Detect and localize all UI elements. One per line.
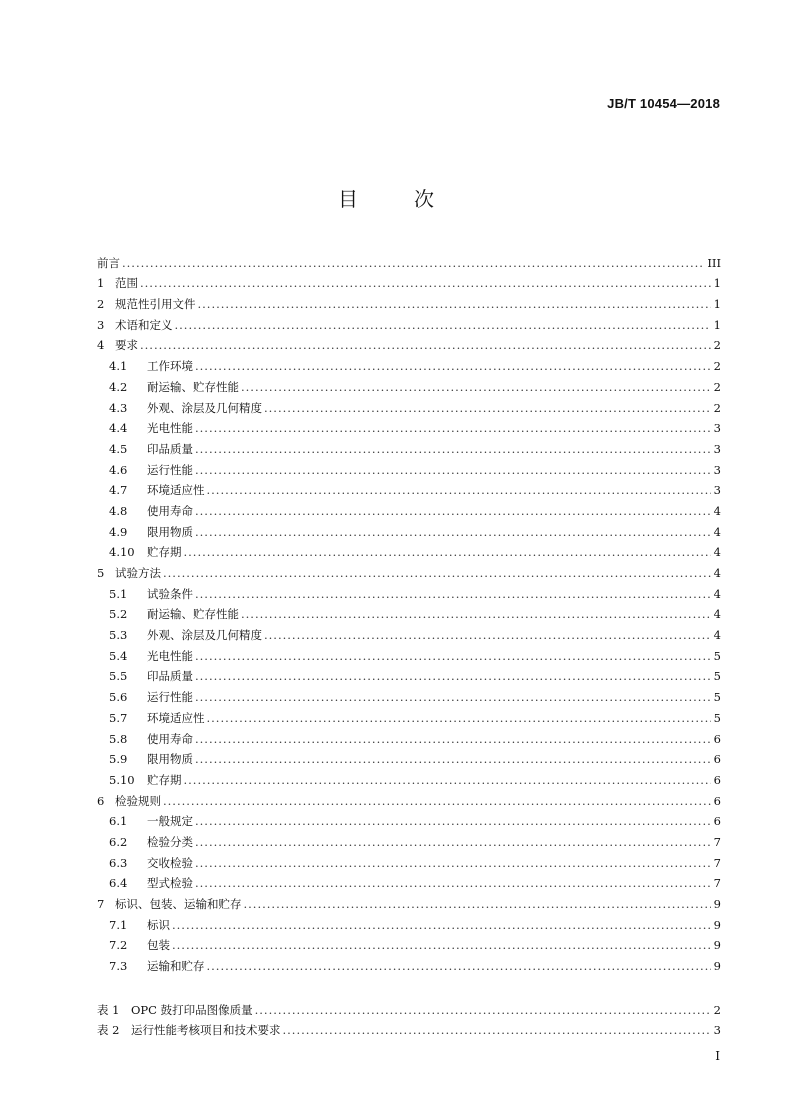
dot-leader xyxy=(184,545,712,559)
toc-entry[interactable] xyxy=(97,890,721,911)
entry-number: 5.4 xyxy=(109,648,128,663)
toc-entry[interactable] xyxy=(97,911,721,932)
entry-page: 9 xyxy=(713,959,721,974)
toc-entry[interactable] xyxy=(97,704,721,725)
entry-label: 术语和定义 xyxy=(115,317,173,332)
dot-leader xyxy=(195,525,711,539)
entry-number: 5.2 xyxy=(109,607,128,622)
entry-number: 4.5 xyxy=(109,441,128,456)
dot-leader xyxy=(195,876,711,890)
entry-number: 4.9 xyxy=(109,524,128,539)
dot-leader xyxy=(195,669,711,683)
dot-leader xyxy=(195,463,711,477)
dot-leader xyxy=(175,318,712,332)
title-char-2: 次 xyxy=(414,187,454,211)
toc-entry[interactable] xyxy=(97,766,721,787)
entry-number: 7.2 xyxy=(109,938,128,953)
entry-label: 耐运输、贮存性能 xyxy=(147,607,239,622)
entry-label: 试验方法 xyxy=(115,566,161,580)
toc-entry[interactable] xyxy=(97,539,721,560)
entry-page: 4 xyxy=(713,586,721,601)
dot-leader xyxy=(195,421,711,435)
dot-leader xyxy=(255,1003,711,1017)
dot-leader xyxy=(140,276,711,290)
dot-leader xyxy=(195,732,711,746)
entry-label: 一般规定 xyxy=(147,814,193,829)
toc-entry[interactable] xyxy=(97,663,721,684)
entry-page: 6 xyxy=(713,793,721,808)
entry-label: 耐运输、贮存性能 xyxy=(147,379,239,394)
entry-page: 6 xyxy=(713,772,721,787)
dot-leader xyxy=(122,256,705,270)
entry-label: 工作环境 xyxy=(147,359,193,374)
dot-leader xyxy=(184,773,712,787)
toc-entry[interactable] xyxy=(97,352,721,373)
title-char-1: 目 xyxy=(338,187,378,211)
toc-entry[interactable] xyxy=(97,559,721,580)
entry-page: 5 xyxy=(713,648,721,663)
toc-entry[interactable] xyxy=(97,642,721,663)
toc-entry[interactable] xyxy=(97,683,721,704)
dot-leader xyxy=(195,359,711,373)
toc-entry[interactable] xyxy=(97,290,721,311)
entry-label: 运行性能考核项目和技术要求 xyxy=(131,1023,281,1038)
entry-label: 环境适应性 xyxy=(147,710,205,725)
entry-label: 要求 xyxy=(115,338,138,353)
dot-leader xyxy=(140,338,711,352)
toc-entry[interactable] xyxy=(97,621,721,642)
entry-page: 6 xyxy=(713,752,721,767)
entry-label: 交收检验 xyxy=(147,855,193,870)
entry-page: 5 xyxy=(713,669,721,684)
entry-page: 6 xyxy=(713,814,721,829)
toc-entry[interactable] xyxy=(97,870,721,891)
entry-page: 1 xyxy=(713,276,721,291)
entry-label: 环境适应性 xyxy=(147,483,205,498)
entry-number: 5.8 xyxy=(109,731,128,746)
entry-number: 6.1 xyxy=(109,814,128,829)
entry-label: 印品质量 xyxy=(147,441,193,456)
entry-page: 7 xyxy=(713,834,721,849)
entry-page: 4 xyxy=(713,628,721,643)
table-entry[interactable] xyxy=(97,1017,721,1038)
dot-leader xyxy=(172,918,711,932)
entry-number: 4.10 xyxy=(109,545,135,560)
dot-leader xyxy=(207,711,712,725)
entry-label: 标识、包装、运输和贮存 xyxy=(115,897,242,911)
dot-leader xyxy=(241,380,711,394)
dot-leader xyxy=(241,607,711,621)
entry-page: 5 xyxy=(713,690,721,705)
toc-entry[interactable] xyxy=(97,787,721,808)
entry-page: 4 xyxy=(713,545,721,560)
entry-number: 4.4 xyxy=(109,421,128,436)
entry-number: 4 xyxy=(97,338,105,353)
toc-entry[interactable] xyxy=(97,311,721,332)
toc-entry[interactable] xyxy=(97,518,721,539)
entry-number: 2 xyxy=(97,297,105,312)
entry-number: 4.1 xyxy=(109,359,128,374)
entry-page: 4 xyxy=(713,566,721,580)
entry-label: 运输和贮存 xyxy=(147,959,205,974)
entry-label: 检验规则 xyxy=(115,793,161,808)
entry-label: 光电性能 xyxy=(147,421,193,436)
dot-leader xyxy=(172,938,711,952)
entry-label: 包装 xyxy=(147,938,170,953)
entry-page: 3 xyxy=(713,483,721,498)
entry-page: 1 xyxy=(713,317,721,332)
entry-number: 6.4 xyxy=(109,876,128,891)
entry-label: 标识 xyxy=(147,917,170,932)
entry-page: 2 xyxy=(713,379,721,394)
dot-leader xyxy=(195,814,711,828)
entry-number: 表 1 xyxy=(97,1002,120,1017)
entry-page: 2 xyxy=(713,338,721,353)
entry-number: 5.5 xyxy=(109,669,128,684)
entry-number: 1 xyxy=(97,276,105,291)
dot-leader xyxy=(195,504,711,518)
entry-label: OPC 鼓打印品图像质量 xyxy=(131,1002,253,1017)
toc-entry[interactable] xyxy=(97,497,721,518)
entry-page: 3 xyxy=(713,421,721,436)
entry-number: 7.3 xyxy=(109,959,128,974)
table-entry[interactable] xyxy=(97,996,721,1017)
toc-entry[interactable] xyxy=(97,456,721,477)
entry-page: 7 xyxy=(713,855,721,870)
entry-page: 3 xyxy=(713,462,721,477)
toc-entry[interactable] xyxy=(97,435,721,456)
entry-label: 试验条件 xyxy=(147,586,193,601)
entry-number: 4.2 xyxy=(109,379,128,394)
list-of-tables xyxy=(97,996,721,1037)
entry-number: 7 xyxy=(97,897,105,911)
entry-label: 限用物质 xyxy=(147,752,193,767)
entry-page: 4 xyxy=(713,607,721,622)
toc-entry[interactable] xyxy=(97,373,721,394)
toc-entry[interactable] xyxy=(97,394,721,415)
entry-page: 2 xyxy=(713,359,721,374)
entry-label: 印品质量 xyxy=(147,669,193,684)
dot-leader xyxy=(163,794,711,808)
entry-number: 5.3 xyxy=(109,628,128,643)
toc-entry[interactable] xyxy=(97,808,721,829)
entry-page: 4 xyxy=(713,524,721,539)
entry-number: 4.3 xyxy=(109,400,128,415)
toc-entry[interactable] xyxy=(97,932,721,953)
entry-page: 2 xyxy=(713,400,721,415)
toc-entry[interactable] xyxy=(97,828,721,849)
entry-page: 1 xyxy=(713,297,721,312)
page-number: I xyxy=(715,1049,720,1063)
dot-leader xyxy=(195,856,711,870)
toc-entry[interactable] xyxy=(97,725,721,746)
entry-label: 限用物质 xyxy=(147,524,193,539)
toc-entry[interactable] xyxy=(97,746,721,767)
page-title xyxy=(0,183,792,212)
dot-leader xyxy=(195,649,711,663)
entry-number: 4.6 xyxy=(109,462,128,477)
toc-entry[interactable] xyxy=(97,477,721,498)
dot-leader xyxy=(207,483,712,497)
entry-number: 5.10 xyxy=(109,772,135,787)
entry-page: 3 xyxy=(713,1023,721,1038)
entry-page: 7 xyxy=(713,876,721,891)
entry-page: 9 xyxy=(713,897,721,911)
entry-label: 前言 xyxy=(97,255,120,270)
toc-entry[interactable] xyxy=(97,580,721,601)
dot-leader xyxy=(244,897,712,911)
toc-entry[interactable] xyxy=(97,849,721,870)
entry-number: 7.1 xyxy=(109,917,128,932)
entry-page: 2 xyxy=(713,1002,721,1017)
table-of-contents xyxy=(97,249,721,973)
entry-number: 5.6 xyxy=(109,690,128,705)
entry-number: 6.2 xyxy=(109,834,128,849)
entry-number: 6 xyxy=(97,793,105,808)
dot-leader xyxy=(264,628,711,642)
entry-number: 5.9 xyxy=(109,752,128,767)
dot-leader xyxy=(195,835,711,849)
entry-number: 4.7 xyxy=(109,483,128,498)
toc-entry[interactable] xyxy=(97,415,721,436)
dot-leader xyxy=(195,587,711,601)
entry-number: 6.3 xyxy=(109,855,128,870)
entry-number: 3 xyxy=(97,317,105,332)
entry-label: 使用寿命 xyxy=(147,503,193,518)
entry-page: III xyxy=(707,255,721,270)
entry-label: 检验分类 xyxy=(147,834,193,849)
entry-label: 使用寿命 xyxy=(147,731,193,746)
entry-label: 贮存期 xyxy=(147,545,182,560)
entry-label: 范围 xyxy=(115,276,138,291)
dot-leader xyxy=(207,959,712,973)
entry-label: 贮存期 xyxy=(147,772,182,787)
entry-page: 5 xyxy=(713,710,721,725)
entry-page: 9 xyxy=(713,917,721,932)
dot-leader xyxy=(283,1023,712,1037)
toc-entry[interactable] xyxy=(97,332,721,353)
dot-leader xyxy=(195,752,711,766)
toc-entry[interactable] xyxy=(97,249,721,270)
entry-number: 表 2 xyxy=(97,1023,120,1038)
toc-entry[interactable] xyxy=(97,601,721,622)
entry-page: 9 xyxy=(713,938,721,953)
entry-label: 外观、涂层及几何精度 xyxy=(147,400,262,415)
entry-number: 5.1 xyxy=(109,586,128,601)
standard-code: JB/T 10454—2018 xyxy=(607,96,720,111)
entry-number: 4.8 xyxy=(109,503,128,518)
entry-page: 3 xyxy=(713,441,721,456)
entry-label: 光电性能 xyxy=(147,648,193,663)
dot-leader xyxy=(264,401,711,415)
dot-leader xyxy=(198,297,712,311)
entry-label: 运行性能 xyxy=(147,690,193,705)
entry-number: 5.7 xyxy=(109,710,128,725)
entry-page: 4 xyxy=(713,503,721,518)
entry-label: 规范性引用文件 xyxy=(115,297,196,312)
toc-entry[interactable] xyxy=(97,270,721,291)
entry-page: 6 xyxy=(713,731,721,746)
dot-leader xyxy=(195,442,711,456)
entry-number: 5 xyxy=(97,566,105,580)
dot-leader xyxy=(195,690,711,704)
dot-leader xyxy=(163,566,711,580)
entry-label: 运行性能 xyxy=(147,462,193,477)
entry-label: 型式检验 xyxy=(147,876,193,891)
toc-entry[interactable] xyxy=(97,952,721,973)
entry-label: 外观、涂层及几何精度 xyxy=(147,628,262,643)
